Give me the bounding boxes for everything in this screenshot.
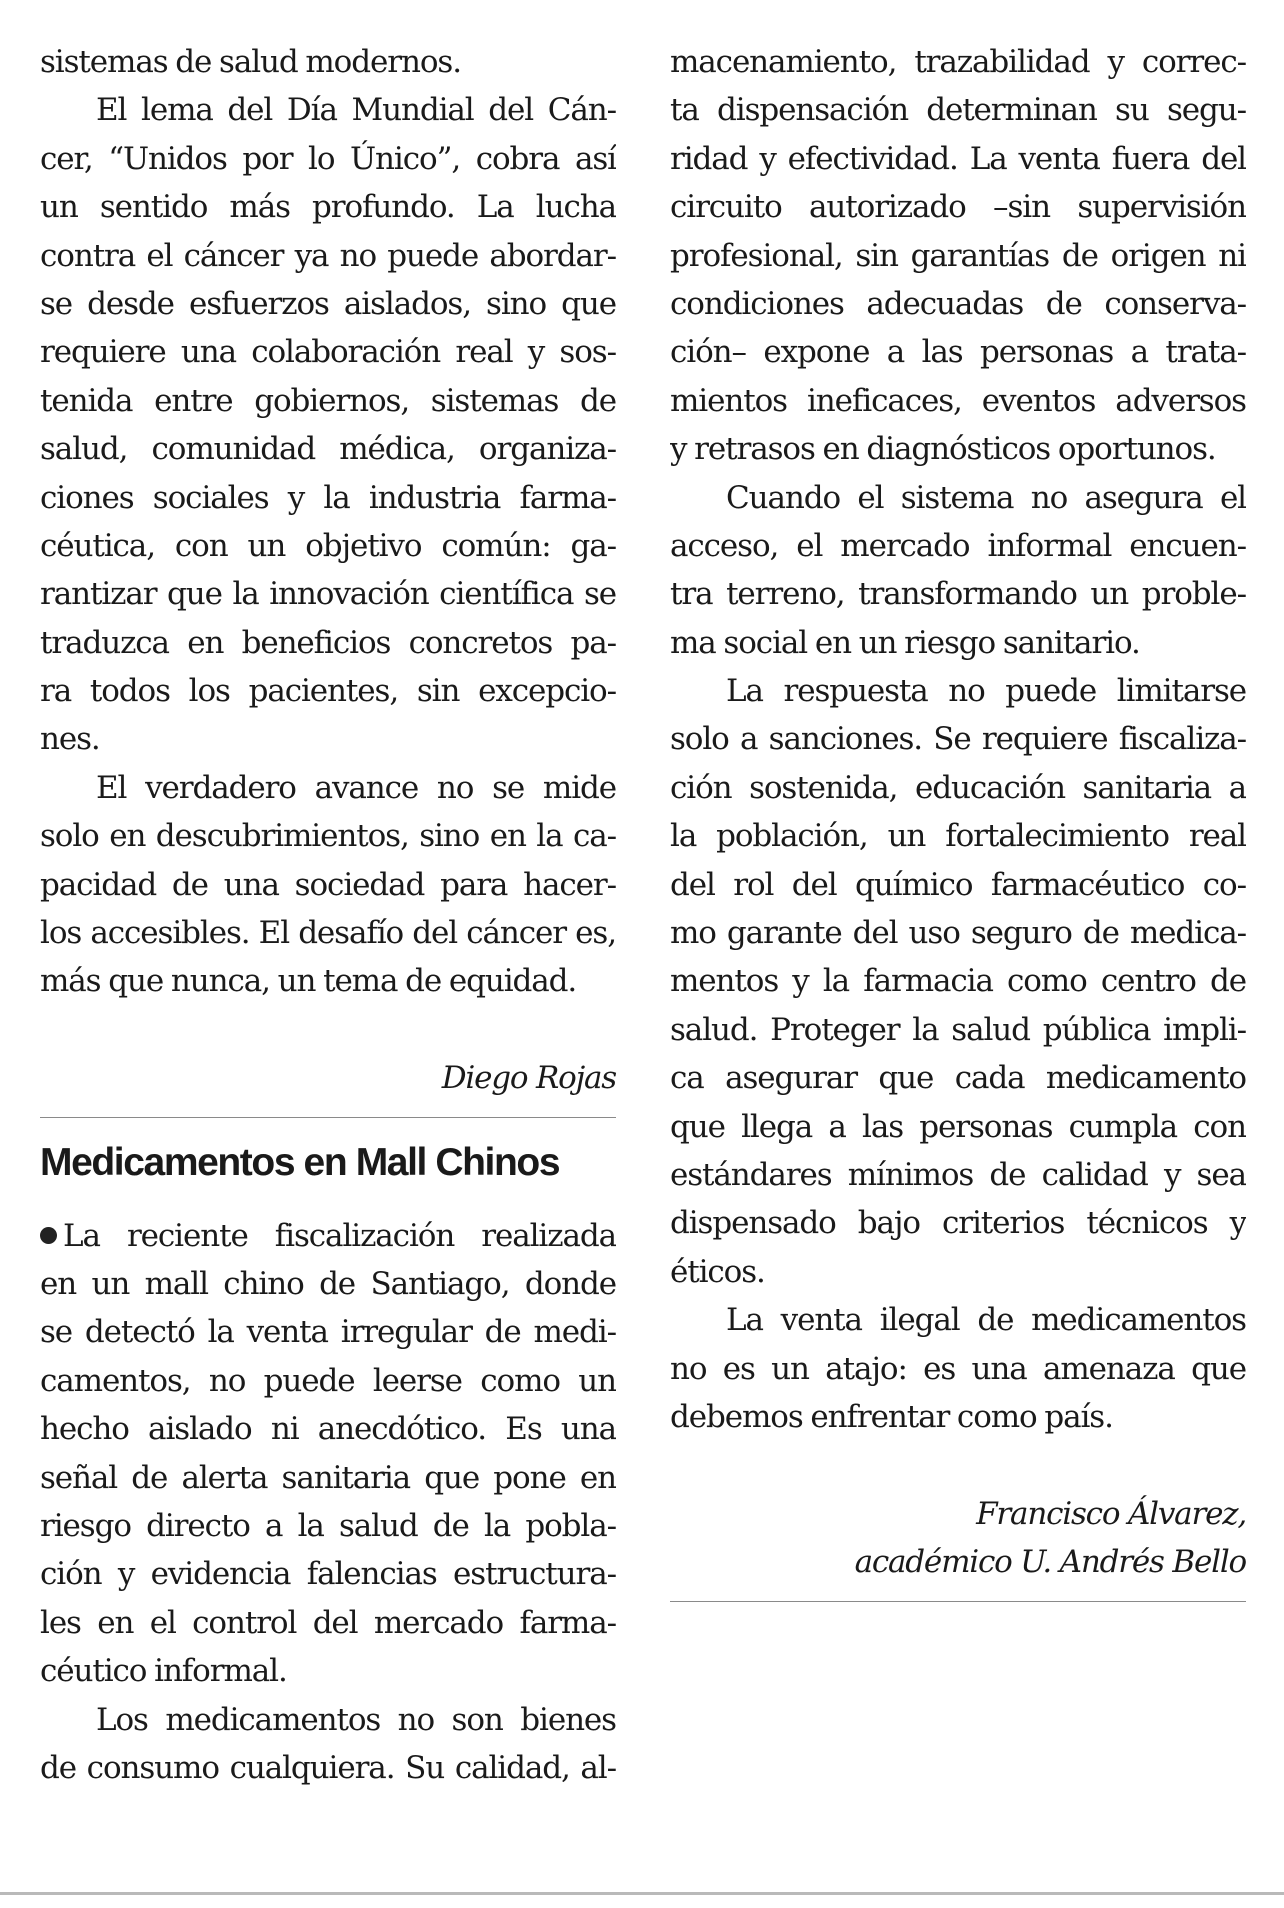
text-line: los accesibles. El desafío del cáncer es, — [40, 915, 616, 952]
text-line: les en el control del mercado farma- — [40, 1604, 616, 1641]
text-line: señal de alerta sanitaria que pone en — [40, 1459, 616, 1496]
left-column — [40, 38, 616, 1792]
text-line: sistemas de salud modernos. — [40, 44, 461, 80]
text-line: tra terreno, transformando un proble- — [670, 576, 1246, 613]
text-line: traduzca en beneficios concretos pa- — [40, 624, 616, 661]
text-line: condiciones adecuadas de conserva- — [670, 285, 1246, 322]
text-line: céutica, con un objetivo común: ga- — [40, 527, 616, 564]
text-line: ra todos los pacientes, sin excepcio- — [40, 673, 616, 710]
text-line: circuito autorizado –sin supervisión — [670, 189, 1246, 226]
right-column — [670, 38, 1246, 1612]
text-line: en un mall chino de Santiago, donde — [40, 1265, 616, 1302]
text-line: tenida entre gobiernos, sistemas de — [40, 382, 616, 419]
text-line: ta dispensación determinan su segu- — [670, 92, 1246, 129]
text-line: céutico informal. — [40, 1653, 287, 1690]
author-signature-name: Francisco Álvarez, — [976, 1495, 1246, 1532]
text-line: Cuando el sistema no asegura el — [726, 479, 1246, 516]
text-line: que llega a las personas cumpla con — [670, 1108, 1246, 1145]
text-line: ridad y efectividad. La venta fuera del — [670, 140, 1246, 177]
text-line: salud. Proteger la salud pública impli- — [670, 1011, 1246, 1048]
text-line: se detectó la venta irregular de medi- — [40, 1314, 616, 1351]
text-line: contra el cáncer ya no puede abordar- — [40, 237, 616, 274]
text-line: dispensado bajo criterios técnicos y — [670, 1205, 1246, 1242]
author-signature-affiliation: académico U. Andrés Bello — [854, 1544, 1246, 1581]
text-line: rantizar que la innovación científica se — [40, 576, 616, 613]
text-line: nes. — [40, 721, 100, 758]
text-line: mientos ineficaces, eventos adversos — [670, 382, 1246, 419]
text-line: ción– expone a las personas a trata- — [670, 334, 1246, 371]
text-line: estándares mínimos de calidad y sea — [670, 1156, 1246, 1193]
article-cancer-body — [40, 38, 616, 1006]
text-line: La venta ilegal de medicamentos — [726, 1302, 1246, 1339]
text-line: hecho aislado ni anecdótico. Es una — [40, 1411, 616, 1448]
text-line: macenamiento, trazabilidad y correc- — [670, 44, 1246, 80]
text-line: ción y evidencia falencias estructura- — [40, 1556, 616, 1593]
text-line: ca asegurar que cada medicamento — [670, 1060, 1246, 1097]
text-line: y retrasos en diagnósticos oportunos. — [670, 431, 1216, 468]
article-headline: Medicamentos en Mall Chinos — [40, 1140, 560, 1184]
text-line: cer, “Unidos por lo Único”, cobra así — [40, 140, 616, 177]
page-bottom-rule — [0, 1892, 1284, 1895]
text-line: camentos, no puede leerse como un — [40, 1362, 616, 1399]
text-line: La respuesta no puede limitarse — [726, 673, 1246, 710]
text-line: El verdadero avance no se mide — [96, 769, 616, 806]
text-line: ción sostenida, educación sanitaria a — [670, 769, 1246, 806]
text-line: se desde esfuerzos aislados, sino que — [40, 285, 616, 322]
text-line: pacidad de una sociedad para hacer- — [40, 866, 616, 903]
text-line: no es un atajo: es una amenaza que — [670, 1350, 1246, 1387]
text-line: acceso, el mercado informal encuen- — [670, 527, 1246, 564]
text-line: riesgo directo a la salud de la pobla- — [40, 1507, 616, 1544]
text-line: mentos y la farmacia como centro de — [670, 963, 1246, 1000]
text-line: un sentido más profundo. La lucha — [40, 189, 616, 226]
text-line: El lema del Día Mundial del Cán- — [96, 92, 616, 129]
article-medicamentos-body-right — [670, 38, 1246, 1441]
text-line: salud, comunidad médica, organiza- — [40, 431, 616, 468]
text-line: profesional, sin garantías de origen ni — [670, 237, 1246, 274]
text-line: de consumo cualquiera. Su calidad, al- — [40, 1749, 616, 1786]
text-line: mo garante del uso seguro de medica- — [670, 915, 1246, 952]
text-line: más que nunca, un tema de equidad. — [40, 963, 577, 1000]
author-signature-diego-rojas: Diego Rojas — [441, 1060, 616, 1097]
text-line: del rol del químico farmacéutico co- — [670, 866, 1246, 903]
text-line: solo en descubrimientos, sino en la ca- — [40, 818, 616, 855]
article-medicamentos-body-left — [40, 1212, 616, 1793]
text-line: la población, un fortalecimiento real — [670, 818, 1246, 855]
text-line: ma social en un riesgo sanitario. — [670, 624, 1140, 661]
text-line: solo a sanciones. Se requiere fiscaliza- — [670, 721, 1246, 758]
text-line: ciones sociales y la industria farma- — [40, 479, 616, 516]
text-line: La reciente fiscalización realizada — [40, 1212, 616, 1260]
section-divider — [40, 1117, 616, 1118]
text-line: debemos enfrentar como país. — [670, 1398, 1113, 1435]
text-line: requiere una colaboración real y sos- — [40, 334, 616, 371]
section-divider-right — [670, 1601, 1246, 1602]
text-line: Los medicamentos no son bienes — [96, 1701, 616, 1738]
text-line: éticos. — [670, 1253, 765, 1290]
